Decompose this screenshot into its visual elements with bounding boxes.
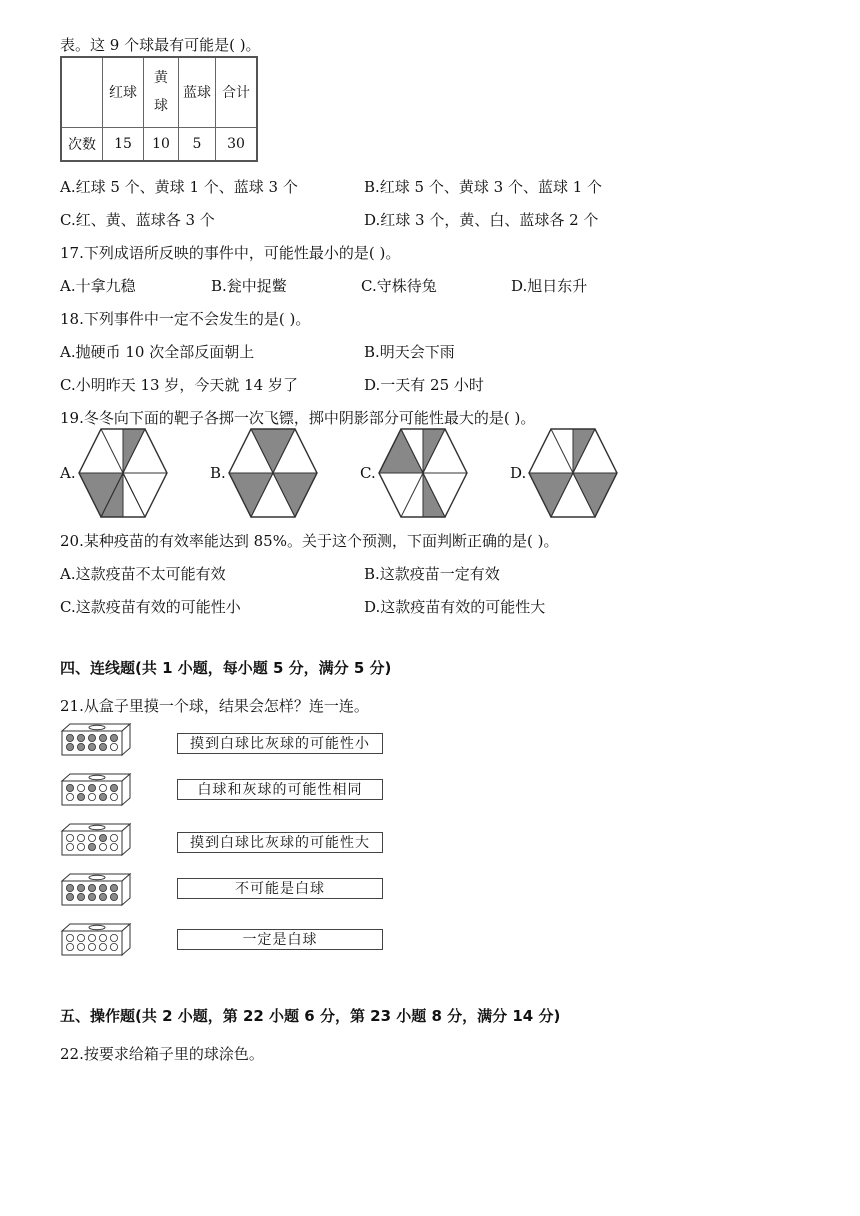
- q20-option-d: D.这款疫苗有效的可能性大: [364, 598, 546, 616]
- q19-stem: 19.冬冬向下面的靶子各掷一次飞镖，掷中阴影部分可能性最大的是( )。: [60, 409, 536, 427]
- ball-box-icon: [60, 722, 132, 756]
- section-five-heading: 五、操作题(共 2 小题，第 22 小题 6 分，第 23 小题 8 分，满分 14 分): [60, 1007, 561, 1025]
- table-header-total: 合计: [216, 57, 258, 127]
- gray-ball-icon: [88, 734, 95, 741]
- gray-ball-icon: [110, 893, 117, 900]
- white-ball-icon: [99, 843, 106, 850]
- gray-ball-icon: [77, 734, 84, 741]
- table-row-label: 次数: [61, 127, 103, 161]
- gray-ball-icon: [77, 893, 84, 900]
- gray-ball-icon: [66, 734, 73, 741]
- gray-ball-icon: [99, 893, 106, 900]
- q18-option-c: C.小明昨天 13 岁，今天就 14 岁了: [60, 376, 298, 394]
- q20-option-c: C.这款疫苗有效的可能性小: [60, 598, 241, 616]
- q17-stem: 17.下列成语所反映的事件中，可能性最小的是( )。: [60, 244, 401, 262]
- gray-ball-icon: [66, 743, 73, 750]
- table-header-yellow: 黄 球: [144, 57, 179, 127]
- target-d-icon: [527, 429, 619, 517]
- white-ball-icon: [66, 934, 73, 941]
- gray-ball-icon: [110, 734, 117, 741]
- white-ball-icon: [88, 934, 95, 941]
- statement-box: 白球和灰球的可能性相同: [177, 779, 383, 800]
- white-ball-icon: [99, 943, 106, 950]
- gray-ball-icon: [99, 793, 106, 800]
- q16-option-d: D.红球 3 个，黄、白、蓝球各 2 个: [364, 211, 599, 229]
- table-header-blue: 蓝球: [179, 57, 216, 127]
- gray-ball-icon: [88, 884, 95, 891]
- white-ball-icon: [77, 784, 84, 791]
- gray-ball-icon: [110, 884, 117, 891]
- gray-ball-icon: [66, 893, 73, 900]
- q16-option-c: C.红、黄、蓝球各 3 个: [60, 211, 215, 229]
- white-ball-icon: [66, 834, 73, 841]
- white-ball-icon: [77, 834, 84, 841]
- statement-box: 不可能是白球: [177, 878, 383, 899]
- q20-option-b: B.这款疫苗一定有效: [364, 565, 500, 583]
- white-ball-icon: [88, 834, 95, 841]
- white-ball-icon: [77, 934, 84, 941]
- white-ball-icon: [110, 934, 117, 941]
- q18-option-a: A.抛硬币 10 次全部反面朝上: [60, 343, 255, 361]
- ball-box-icon: [60, 822, 132, 856]
- ball-box-icon: [60, 772, 132, 806]
- white-ball-icon: [88, 793, 95, 800]
- q20-option-a: A.这款疫苗不太可能有效: [60, 565, 226, 583]
- q19-label-a: A.: [60, 464, 76, 482]
- q16-stem-tail: 表。这 9 个球最有可能是( )。: [60, 36, 261, 54]
- q22-stem: 22.按要求给箱子里的球涂色。: [60, 1045, 264, 1063]
- white-ball-icon: [77, 843, 84, 850]
- white-ball-icon: [99, 934, 106, 941]
- gray-ball-icon: [66, 884, 73, 891]
- table-cell: 15: [103, 127, 144, 161]
- white-ball-icon: [110, 834, 117, 841]
- white-ball-icon: [110, 843, 117, 850]
- q18-option-b: B.明天会下雨: [364, 343, 455, 361]
- ball-box-icon: [60, 922, 132, 956]
- ball-box-icon: [60, 872, 132, 906]
- gray-ball-icon: [77, 743, 84, 750]
- gray-ball-icon: [88, 893, 95, 900]
- gray-ball-icon: [88, 843, 95, 850]
- white-ball-icon: [66, 793, 73, 800]
- white-ball-icon: [66, 843, 73, 850]
- target-c-icon: [377, 429, 469, 517]
- gray-ball-icon: [88, 784, 95, 791]
- q16-option-b: B.红球 5 个、黄球 3 个、蓝球 1 个: [364, 178, 603, 196]
- gray-ball-icon: [66, 784, 73, 791]
- q21-stem: 21.从盒子里摸一个球，结果会怎样？连一连。: [60, 697, 369, 715]
- statement-box: 摸到白球比灰球的可能性小: [177, 733, 383, 754]
- q17-option-c: C.守株待兔: [361, 277, 437, 295]
- table-cell: 10: [144, 127, 179, 161]
- gray-ball-icon: [110, 784, 117, 791]
- q17-option-d: D.旭日东升: [511, 277, 588, 295]
- statement-box: 一定是白球: [177, 929, 383, 950]
- target-a-icon: [77, 429, 169, 517]
- white-ball-icon: [66, 943, 73, 950]
- white-ball-icon: [110, 793, 117, 800]
- q18-option-d: D.一天有 25 小时: [364, 376, 484, 394]
- q18-stem: 18.下列事件中一定不会发生的是( )。: [60, 310, 311, 328]
- target-b-icon: [227, 429, 319, 517]
- q20-stem: 20.某种疫苗的有效率能达到 85%。关于这个预测，下面判断正确的是( )。: [60, 532, 559, 550]
- gray-ball-icon: [77, 884, 84, 891]
- table-corner-cell: [61, 57, 103, 127]
- table-header-red: 红球: [103, 57, 144, 127]
- white-ball-icon: [110, 743, 117, 750]
- q19-label-d: D.: [510, 464, 527, 482]
- gray-ball-icon: [77, 793, 84, 800]
- white-ball-icon: [77, 943, 84, 950]
- white-ball-icon: [88, 943, 95, 950]
- statement-box: 摸到白球比灰球的可能性大: [177, 832, 383, 853]
- q19-label-b: B.: [210, 464, 226, 482]
- q19-label-c: C.: [360, 464, 376, 482]
- gray-ball-icon: [99, 834, 106, 841]
- q17-option-a: A.十拿九稳: [60, 277, 136, 295]
- table-cell: 30: [216, 127, 258, 161]
- q17-option-b: B.瓮中捉鳖: [211, 277, 287, 295]
- counts-table: [60, 56, 258, 162]
- q16-option-a: A.红球 5 个、黄球 1 个、蓝球 3 个: [60, 178, 298, 196]
- white-ball-icon: [110, 943, 117, 950]
- gray-ball-icon: [88, 743, 95, 750]
- gray-ball-icon: [99, 743, 106, 750]
- section-four-heading: 四、连线题(共 1 小题，每小题 5 分，满分 5 分): [60, 659, 392, 677]
- white-ball-icon: [99, 784, 106, 791]
- table-cell: 5: [179, 127, 216, 161]
- gray-ball-icon: [99, 884, 106, 891]
- gray-ball-icon: [99, 734, 106, 741]
